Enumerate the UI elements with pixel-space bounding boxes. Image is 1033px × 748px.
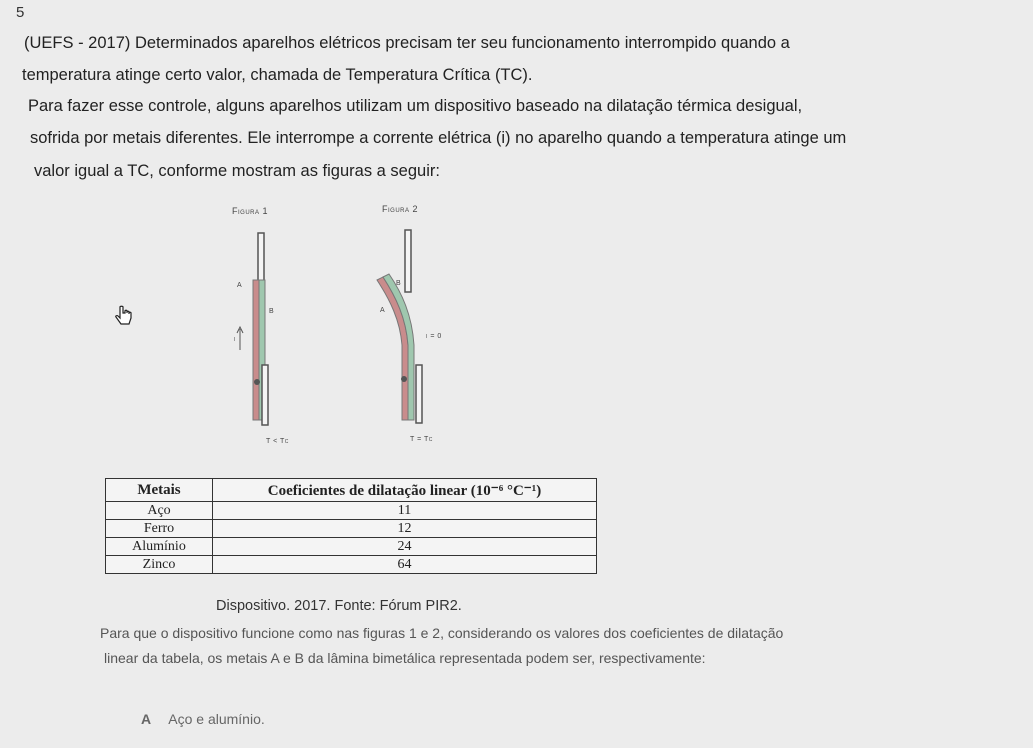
table-row bbox=[106, 520, 597, 538]
option-letter: A bbox=[141, 711, 152, 727]
figure-2-diagram bbox=[377, 230, 422, 423]
table-row bbox=[106, 556, 597, 574]
figure-2-title: Figura 2 bbox=[382, 204, 419, 214]
metal-cell: Alumínio bbox=[106, 538, 213, 556]
table-header-row bbox=[106, 479, 597, 502]
statement-line-4: sofrida por metais diferentes. Ele interrompe a corrente elétrica (i) no aparelho quando a temperatura atinge um bbox=[30, 129, 847, 147]
expansion-coefficients-table bbox=[105, 478, 597, 574]
question-number: 5 bbox=[16, 4, 25, 21]
figure-2-condition: T = Tc bbox=[410, 436, 433, 443]
metal-cell: Zinco bbox=[106, 556, 213, 574]
figure-1-label-a: A bbox=[237, 282, 243, 289]
statement-line-2: temperatura atinge certo valor, chamada de Temperatura Crítica (TC). bbox=[22, 66, 533, 84]
figure-2-label-a: A bbox=[380, 307, 386, 314]
figure-2-current: i = 0 bbox=[426, 333, 442, 340]
question-line-2: linear da tabela, os metais A e B da lâmina bimetálica representada podem ser, respectivamente: bbox=[104, 650, 706, 666]
question-line-1: Para que o dispositivo funcione como nas figuras 1 e 2, considerando os valores dos coeficientes de dilatação bbox=[100, 625, 784, 641]
table-row bbox=[106, 502, 597, 520]
figure-1-diagram bbox=[237, 233, 268, 425]
statement-line-1: (UEFS - 2017) Determinados aparelhos elétricos precisam ter seu funcionamento interrompido quando a bbox=[24, 34, 790, 52]
coefficient-cell: 64 bbox=[213, 556, 597, 574]
figure-caption: Dispositivo. 2017. Fonte: Fórum PIR2. bbox=[216, 598, 462, 614]
figure-1-condition: T < Tc bbox=[266, 438, 289, 445]
figure-1-current: i bbox=[234, 336, 236, 343]
answer-option-a[interactable] bbox=[141, 711, 265, 727]
metal-cell: Aço bbox=[106, 502, 213, 520]
option-text: Aço e alumínio. bbox=[168, 711, 265, 727]
hand-cursor-icon bbox=[113, 305, 135, 329]
figure-1-label-b: B bbox=[269, 308, 275, 315]
coefficient-cell: 12 bbox=[213, 520, 597, 538]
figure-1-title: Figura 1 bbox=[232, 206, 269, 216]
header-coefficients: Coeficientes de dilatação linear (10⁻⁶ °C⁻¹) bbox=[213, 479, 597, 502]
statement-line-5: valor igual a TC, conforme mostram as figuras a seguir: bbox=[34, 162, 440, 180]
table-row bbox=[106, 538, 597, 556]
header-metals: Metais bbox=[106, 479, 213, 502]
statement-line-3: Para fazer esse controle, alguns aparelhos utilizam um dispositivo baseado na dilatação térmica desigual, bbox=[28, 97, 803, 115]
coefficient-cell: 11 bbox=[213, 502, 597, 520]
metal-cell: Ferro bbox=[106, 520, 213, 538]
coefficient-cell: 24 bbox=[213, 538, 597, 556]
figure-2-label-b: B bbox=[396, 280, 402, 287]
